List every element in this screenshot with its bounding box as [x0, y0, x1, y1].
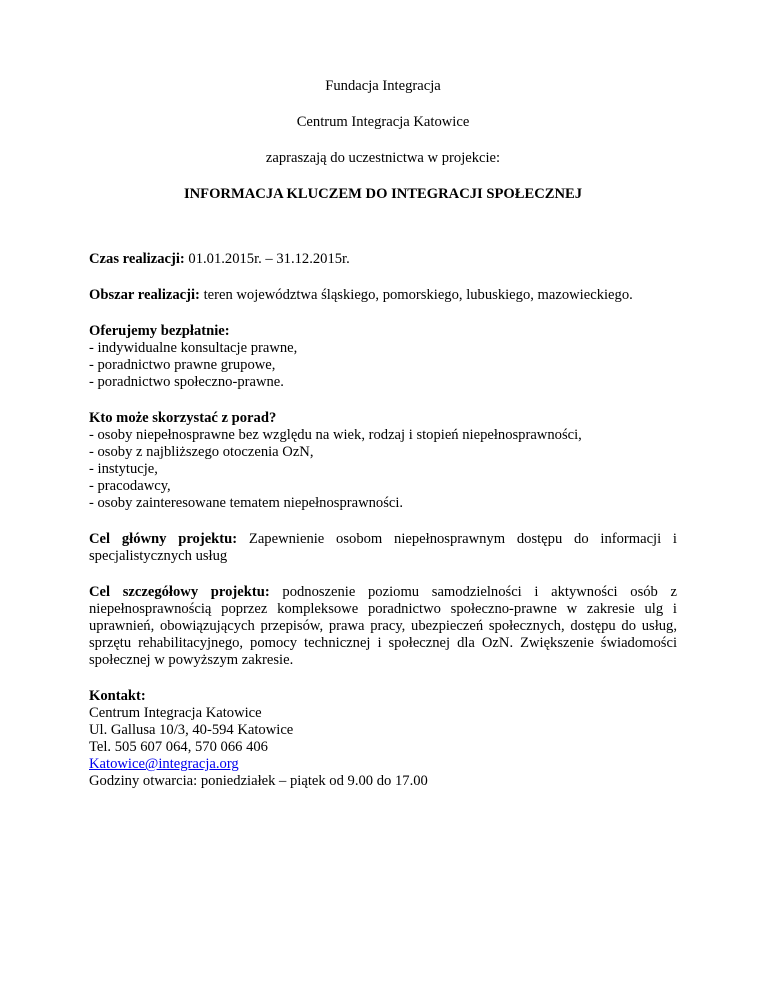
offer-item: - poradnictwo prawne grupowe,: [89, 357, 276, 373]
contact-name: Centrum Integracja Katowice: [89, 705, 262, 721]
main-goal-value: Zapewnienie osobom niepełnosprawnym dostępu do informacji i specjalistycznych usług: [89, 531, 677, 564]
offer-item: - poradnictwo społeczno-prawne.: [89, 374, 284, 390]
offer-item: - indywidualne konsultacje prawne,: [89, 340, 298, 356]
who-item: - pracodawcy,: [89, 478, 171, 494]
who-section: [89, 410, 677, 512]
area-label: Obszar realizacji:: [89, 287, 200, 303]
document-content: [89, 78, 677, 809]
org-name-1: Fundacja Integracja: [325, 78, 441, 94]
org-name-2: Centrum Integracja Katowice: [296, 114, 470, 130]
area-paragraph: [89, 287, 677, 304]
contact-section: [89, 688, 677, 790]
who-item: - osoby zainteresowane tematem niepełnosprawności.: [89, 495, 404, 511]
who-item: - instytucje,: [89, 461, 158, 477]
contact-phone: Tel. 505 607 064, 570 066 406: [89, 739, 268, 755]
contact-address: Ul. Gallusa 10/3, 40-594 Katowice: [89, 722, 294, 738]
contact-label: Kontakt:: [89, 688, 146, 704]
period-paragraph: [89, 251, 677, 268]
specific-goal-label: Cel szczegółowy projektu:: [89, 584, 270, 600]
main-goal-paragraph: [89, 531, 677, 565]
offer-label: Oferujemy bezpłatnie:: [89, 323, 230, 339]
period-value: 01.01.2015r. – 31.12.2015r.: [184, 251, 350, 267]
specific-goal-paragraph: [89, 584, 677, 669]
specific-goal-value: podnoszenie poziomu samodzielności i aktywności osób z niepełnosprawnością poprzez kompleksowe poradnictwo społeczno-prawne w zakresie ulg i uprawnień, obowiązujących przepisów, prawa pracy, ubezpieczeń społecznych, dostępu do usług, sprzętu rehabilitacyjnego, pomocy technicznej i społecznej dla OzN. Zwiększenie świadomości społecznej w powyższym zakresie.: [89, 584, 678, 668]
who-item: - osoby niepełnosprawne bez względu na wiek, rodzaj i stopień niepełnosprawności,: [89, 427, 582, 443]
who-label: Kto może skorzystać z porad?: [89, 410, 277, 426]
main-goal-label: Cel główny projektu:: [89, 531, 238, 547]
period-label: Czas realizacji:: [89, 251, 185, 267]
contact-email-link[interactable]: Katowice@integracja.org: [89, 756, 239, 772]
project-title: INFORMACJA KLUCZEM DO INTEGRACJI SPOŁECZNEJ: [183, 186, 583, 202]
invitation-line: zapraszają do uczestnictwa w projekcie:: [265, 150, 501, 166]
who-item: - osoby z najbliższego otoczenia OzN,: [89, 444, 314, 460]
contact-hours: Godziny otwarcia: poniedziałek – piątek od 9.00 do 17.00: [89, 773, 428, 789]
offer-section: [89, 323, 677, 391]
area-value: teren województwa śląskiego, pomorskiego, lubuskiego, mazowieckiego.: [199, 287, 633, 303]
